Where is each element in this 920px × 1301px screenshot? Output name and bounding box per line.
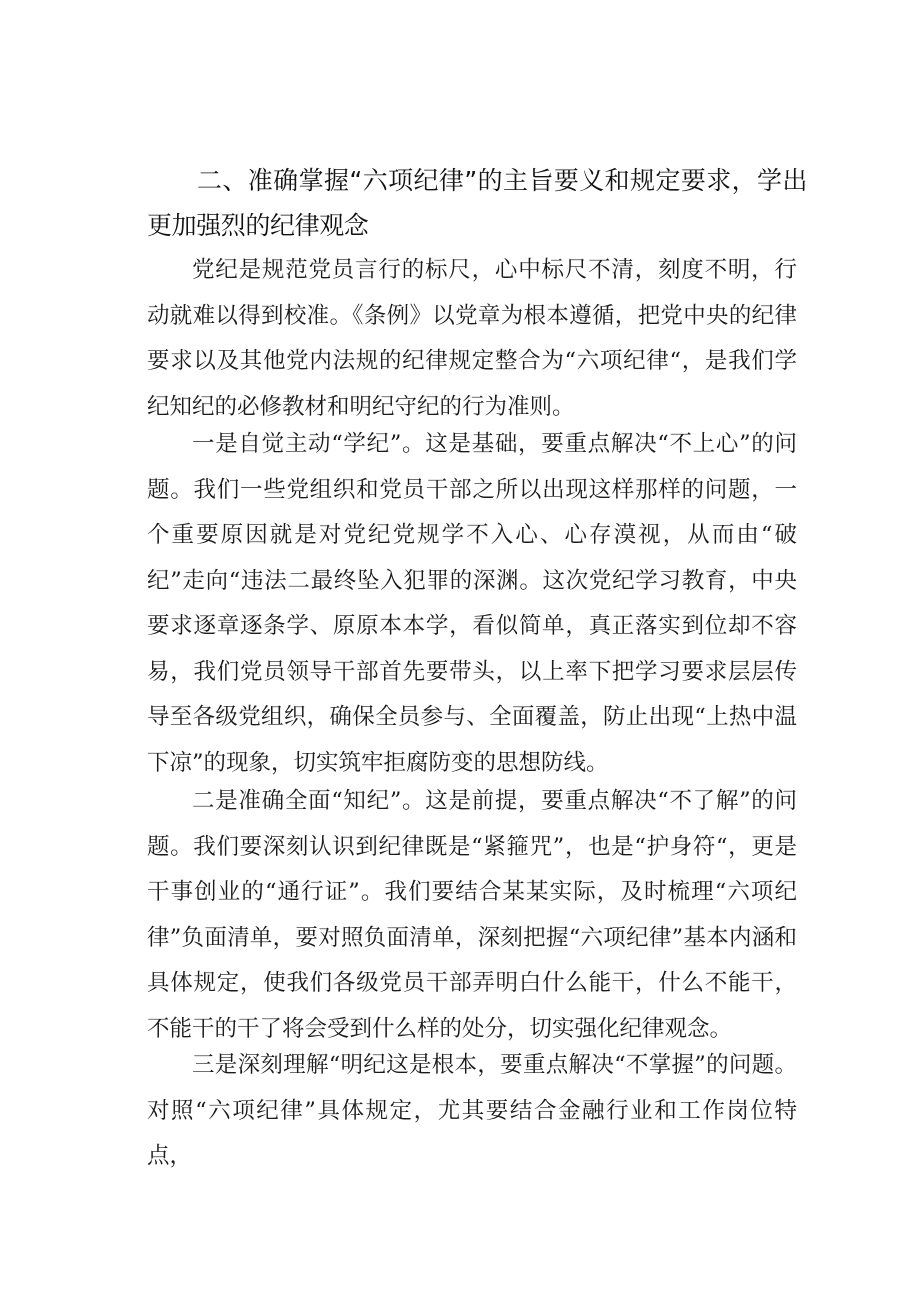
paragraph-understand-discipline: 三是深刻理解“明纪这是根本，要重点解决“不掌握”的问题。对照“六项纪律”具体规定，尤其要结合金融行业和工作岗位特点， [147, 1052, 797, 1169]
paragraph-learn-discipline: 一是自觉主动“学纪”。这是基础，要重点解决“不上心”的问题。我们一些党组织和党员干部之所以出现这样那样的问题，一个重要原因就是对党纪党规学不入心、心存漠视，从而由“破纪”走向“违法二最终坠入犯罪的深渊。这次党纪学习教育，中央要求逐章逐条学、原原本本学，看似简单，真正落实到位却不容易，我们党员领导干部首先要带头，以上率下把学习要求层层传导至各级党组织，确保全员参与、全面覆盖，防止出现“上热中温下凉”的现象，切实筑牢拒腐防变的思想防线。 [147, 431, 797, 776]
paragraph-know-discipline: 二是准确全面“知纪”。这是前提，要重点解决“不了解”的问题。我们要深刻认识到纪律既是“紧箍咒”，也是“护身符“，更是干事创业的“通行证”。我们要结合某某实际，及时梳理“六项纪律”负面清单，要对照负面清单，深刻把握“六项纪律”基本内涵和具体规定，使我们各级党员干部弄明白什么能干，什么不能干，不能干的干了将会受到什么样的处分，切实强化纪律观念。 [147, 788, 797, 1042]
paragraph-intro: 党纪是规范党员言行的标尺，心中标尺不清，刻度不明，行动就难以得到校准。《条例》以党章为根本遵循，把党中央的纪律要求以及其他党内法规的纪律规定整合为“六项纪律“，是我们学纪知纪的必修教材和明纪守纪的行为准则。 [147, 257, 797, 420]
section-heading: 二、准确掌握“六项纪律”的主旨要义和规定要求，学出更加强烈的纪律观念 [147, 166, 807, 240]
